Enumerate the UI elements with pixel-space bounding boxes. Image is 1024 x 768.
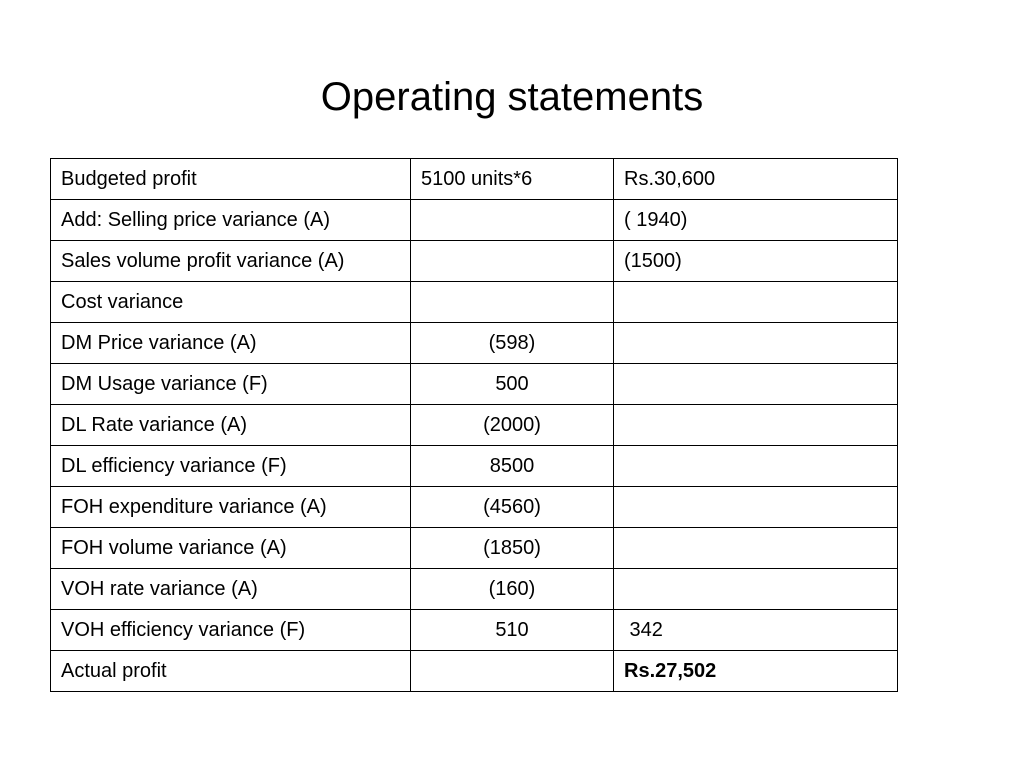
table-row-dl-rate-variance [51,405,898,446]
row-amount [614,282,898,323]
row-amount: 342 [614,610,898,651]
row-amount [614,405,898,446]
table-row-sales-volume-variance [51,241,898,282]
row-amount: Rs.30,600 [614,159,898,200]
row-label: FOH volume variance (A) [51,528,411,569]
operating-statement-table [50,158,898,692]
table-row-foh-volume-variance [51,528,898,569]
table-row-foh-expenditure-variance [51,487,898,528]
row-label: Actual profit [51,651,411,692]
row-label: DL Rate variance (A) [51,405,411,446]
row-detail [411,200,614,241]
row-amount: (1500) [614,241,898,282]
row-detail: (1850) [411,528,614,569]
table-row-budgeted-profit [51,159,898,200]
table-row-actual-profit [51,651,898,692]
row-detail: (4560) [411,487,614,528]
row-amount: Rs.27,502 [614,651,898,692]
row-detail: (160) [411,569,614,610]
table-row-dm-price-variance [51,323,898,364]
row-label: Budgeted profit [51,159,411,200]
row-amount [614,569,898,610]
row-label: VOH efficiency variance (F) [51,610,411,651]
row-label: DM Usage variance (F) [51,364,411,405]
row-detail: 8500 [411,446,614,487]
row-amount [614,528,898,569]
row-label: Cost variance [51,282,411,323]
row-amount [614,323,898,364]
table-row-dl-efficiency-variance [51,446,898,487]
table-row-cost-variance [51,282,898,323]
table-row-dm-usage-variance [51,364,898,405]
table-row-voh-efficiency-variance [51,610,898,651]
row-detail [411,651,614,692]
row-amount [614,446,898,487]
row-amount [614,487,898,528]
row-detail [411,241,614,282]
row-detail [411,282,614,323]
row-amount [614,364,898,405]
row-label: VOH rate variance (A) [51,569,411,610]
table-row-voh-rate-variance [51,569,898,610]
row-label: DL efficiency variance (F) [51,446,411,487]
table-row-selling-price-variance [51,200,898,241]
row-label: FOH expenditure variance (A) [51,487,411,528]
row-detail: (2000) [411,405,614,446]
row-label: DM Price variance (A) [51,323,411,364]
row-detail: 5100 units*6 [411,159,614,200]
slide-title: Operating statements [320,75,704,119]
row-label: Add: Selling price variance (A) [51,200,411,241]
row-label: Sales volume profit variance (A) [51,241,411,282]
row-amount: ( 1940) [614,200,898,241]
row-detail: 510 [411,610,614,651]
row-detail: 500 [411,364,614,405]
row-detail: (598) [411,323,614,364]
